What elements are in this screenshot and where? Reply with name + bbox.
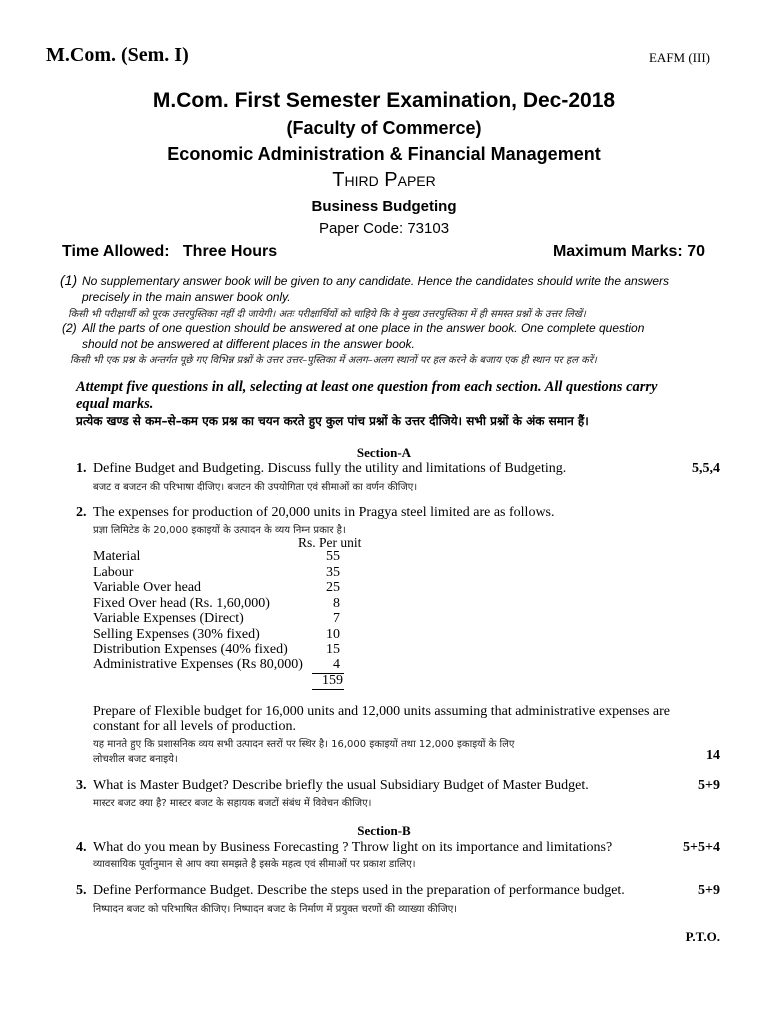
subject-title: Economic Administration & Financial Management [167,144,601,164]
question-2-number: 2. [76,505,87,520]
question-3-text: What is Master Budget? Describe briefly the usual Subsidiary Budget of Master Budget. [93,778,589,793]
total-underline [312,689,344,690]
section-a-title: Section-A [356,445,412,460]
instruction-2-hindi: किसी भी एक प्रश्न के अन्तर्गत पूछे गए विभिन्न प्रश्नों के उत्तर उत्तर–पुस्तिका में अलग–अलग स्थानों पर हल करने के बजाय एक ही स्थान पर हल करें। [70,355,597,366]
table-row-label: Administrative Expenses (Rs 80,000) [93,657,303,672]
question-3-marks: 5+9 [698,778,720,793]
instruction-1-line2: precisely in the main answer book only. [82,290,291,304]
table-row-label: Selling Expenses (30% fixed) [93,627,260,642]
instruction-1-number: (1) [60,272,78,288]
table-row-value: 10 [326,627,340,642]
question-2-hindi-line2: लोचशील बजट बनाइये। [93,754,178,765]
instruction-2-line1: All the parts of one question should be answered at one place in the answer book. One complete question [82,321,645,335]
question-4-marks: 5+5+4 [683,840,720,855]
table-row-label: Variable Over head [93,580,202,595]
question-2-hindi-line1: यह मानते हुए कि प्रशासनिक व्यय सभी उत्पादन स्तरों पर स्थिर है। 16,000 इकाइयों तथा 12,000 इकाइयों के लिए [93,739,515,750]
table-row-value: 7 [333,611,340,626]
paper-title: Third Paper [332,169,436,191]
question-2-prepare-line2: constant for all levels of production. [93,719,296,734]
question-2-prepare-line1: Prepare of Flexible budget for 16,000 units and 12,000 units assuming that administrative expenses are [93,704,670,719]
question-5-marks: 5+9 [698,883,720,898]
table-row-label: Fixed Over head (Rs. 1,60,000) [93,596,270,611]
question-2-marks: 14 [706,748,720,763]
question-1-number: 1. [76,461,87,476]
table-row-value: 4 [333,657,340,672]
course-label: M.Com. (Sem. I) [46,44,189,66]
question-5-hindi: निष्पादन बजट को परिभाषित कीजिए। निष्पादन बजट के निर्माण में प्रयुक्त चरणों की व्याख्या कीजिए। [93,904,458,915]
time-allowed: Time Allowed: Three Hours [62,243,278,260]
table-header: Rs. Per unit [298,535,362,550]
maximum-marks: Maximum Marks: 70 [552,243,705,260]
question-1-text: Define Budget and Budgeting. Discuss fully the utility and limitations of Budgeting. [93,461,567,476]
attempt-hindi: प्रत्येक खण्ड से कम–से–कम एक प्रश्न का चयन करते हुए कुल पांच प्रश्नों के उत्तर दीजिये। सभी प्रश्नों के अंक समान हैं। [76,414,589,428]
question-1-hindi: बजट व बजटन की परिभाषा दीजिए। बजटन की उपयोगिता एवं सीमाओं का वर्णन कीजिए। [93,482,418,493]
table-row-value: 55 [326,549,340,564]
question-5-text: Define Performance Budget. Describe the steps used in the preparation of performance budget. [93,883,625,898]
instruction-1-line1: No supplementary answer book will be given to any candidate. Hence the candidates should write the answers [82,274,670,288]
instruction-1-hindi: किसी भी परीक्षार्थी को पूरक उत्तरपुस्तिका नहीं दी जायेगी। अतः परीक्षार्थियों को चाहिये कि वे मुख्य उत्तरपुस्तिका में ही समस्त प्रश्नों के उत्तर लिखें। [68,309,586,320]
question-3-hindi: मास्टर बजट क्या है? मास्टर बजट के सहायक बजटों संबंध में विवेचन कीजिए। [93,798,372,809]
table-row-label: Variable Expenses (Direct) [93,611,244,626]
question-2-text: The expenses for production of 20,000 units in Pragya steel limited are as follows. [93,505,555,520]
table-total: 159 [322,673,343,688]
table-row-value: 25 [326,580,340,595]
paper-code: Paper Code: 73103 [318,220,450,237]
question-4-number: 4. [76,840,87,855]
question-4-text: What do you mean by Business Forecasting ? Throw light on its importance and limitations? [93,840,613,855]
section-b-title: Section-B [357,823,411,838]
table-row-value: 8 [333,596,340,611]
question-2-hindi: प्रज्ञा लिमिटेड के 20,000 इकाइयों के उत्पादन के व्यय निम्न प्रकार है। [93,525,346,536]
question-4-hindi: व्यावसायिक पूर्वानुमान से आप क्या समझते है इसके महत्व एवं सीमाओं पर प्रकाश डालिए। [93,859,416,870]
table-row-value: 35 [326,565,340,580]
question-1-marks: 5,5,4 [692,461,720,476]
question-3-number: 3. [76,778,87,793]
please-turn-over: P.T.O. [685,929,720,944]
attempt-line2: equal marks. [76,396,154,412]
instruction-2-line2: should not be answered at different places in the answer book. [82,337,415,351]
exam-title: M.Com. First Semester Examination, Dec-2018 [152,89,616,112]
table-row-label: Labour [93,565,134,580]
attempt-line1: Attempt five questions in all, selecting at least one question from each section. All questions carry [76,379,658,395]
table-row-label: Material [93,549,141,564]
instruction-2-number: (2) [62,321,77,335]
faculty-title: (Faculty of Commerce) [286,118,482,138]
question-5-number: 5. [76,883,87,898]
table-row-value: 15 [326,642,340,657]
table-row-label: Distribution Expenses (40% fixed) [93,642,288,657]
paper-short-code: EAFM (III) [648,50,710,65]
topic-title: Business Budgeting [311,198,457,215]
